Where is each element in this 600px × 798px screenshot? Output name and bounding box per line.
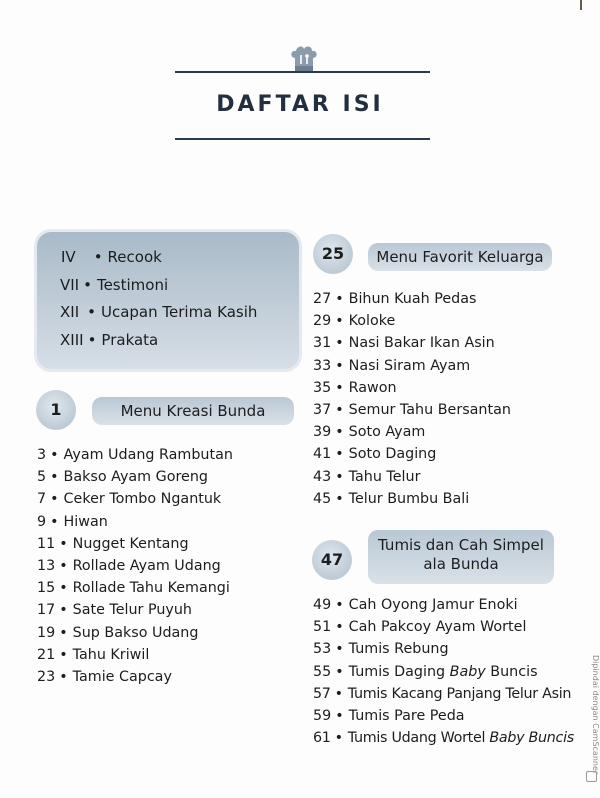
bullet: • — [335, 424, 344, 441]
toc-label: Nasi Bakar Ikan Asin — [348, 335, 495, 352]
toc-page: 39 — [313, 424, 332, 441]
bullet: • — [335, 291, 344, 307]
bullet: • — [59, 668, 68, 685]
toc-label: Telur Bumbu Bali — [348, 490, 470, 507]
bullet: • — [335, 468, 344, 485]
bullet: • — [59, 580, 68, 597]
toc-label: Tahu Telur — [348, 468, 421, 485]
toc-page: 35 — [313, 379, 332, 396]
toc-page: 41 — [313, 446, 332, 463]
toc-item[interactable] — [37, 600, 233, 622]
toc-item[interactable] — [37, 467, 233, 489]
bullet: • — [50, 513, 59, 530]
toc-page: 11 — [37, 535, 56, 552]
intro-item-number: IV — [61, 248, 76, 266]
toc-item[interactable] — [313, 617, 574, 639]
bullet: • — [335, 401, 344, 418]
toc-page: 45 — [313, 490, 332, 507]
toc-page: 59 — [313, 707, 332, 724]
toc-page: 5 — [37, 469, 47, 486]
bullet: • — [50, 447, 59, 463]
toc-item[interactable] — [313, 311, 511, 333]
toc-item[interactable] — [313, 728, 574, 750]
bullet: • — [335, 663, 344, 680]
toc-label: Bakso Ayam Goreng — [63, 469, 208, 486]
section-title-line: Tumis dan Cah Simpel — [378, 536, 544, 554]
bullet: • — [59, 557, 68, 574]
toc-label-italic: Baby Buncis — [489, 730, 574, 747]
toc-item[interactable] — [313, 289, 511, 311]
toc-item[interactable] — [313, 639, 574, 661]
intro-item[interactable] — [60, 329, 257, 357]
toc-label: Ayam Udang Rambutan — [63, 447, 233, 463]
bullet: • — [93, 248, 103, 266]
intro-item-label: Ucapan Terima Kasih — [100, 303, 258, 321]
toc-item[interactable] — [37, 445, 233, 467]
toc-page: 3 — [37, 447, 47, 463]
section-item-list — [313, 595, 574, 750]
toc-page: 9 — [37, 513, 47, 530]
bullet: • — [87, 303, 96, 321]
toc-label: Koloke — [348, 313, 396, 330]
toc-label: Ceker Tombo Ngantuk — [63, 491, 222, 508]
camscanner-icon — [586, 771, 597, 782]
toc-label: Tumis Daging — [348, 663, 450, 680]
toc-label: Tumis Kacang Panjang Telur Asin — [347, 685, 572, 702]
bullet: • — [335, 707, 344, 724]
intro-item-number: XII — [60, 303, 80, 321]
toc-label: Nasi Siram Ayam — [348, 357, 471, 374]
toc-item[interactable] — [37, 667, 233, 689]
toc-page: 27 — [313, 291, 332, 307]
intro-item-label: Testimoni — [96, 275, 169, 294]
toc-page: 51 — [313, 619, 332, 636]
toc-item[interactable] — [313, 444, 511, 466]
toc-label: Tumis Pare Peda — [348, 707, 465, 724]
toc-label: Cah Oyong Jamur Enoki — [348, 597, 518, 613]
intro-item[interactable] — [60, 246, 257, 274]
intro-item-number: VII — [60, 275, 80, 294]
toc-item[interactable] — [37, 489, 233, 511]
section-item-list — [37, 445, 233, 689]
toc-page: 7 — [37, 491, 47, 508]
toc-page: 31 — [313, 335, 332, 352]
toc-page: 53 — [313, 641, 332, 658]
toc-item[interactable] — [37, 512, 233, 534]
toc-item[interactable] — [313, 595, 574, 617]
bullet: • — [83, 275, 92, 294]
toc-page: 61 — [313, 730, 331, 747]
bullet: • — [59, 646, 68, 663]
toc-label: Sup Bakso Udang — [72, 624, 199, 641]
watermark-text: Dipindai dengan CamScanner — [591, 655, 600, 775]
section-title-pill: Menu Favorit Keluarga — [368, 243, 552, 271]
toc-label: Semur Tahu Bersantan — [348, 401, 511, 418]
intro-item-label: Recook — [107, 248, 162, 266]
bullet: • — [59, 535, 68, 552]
toc-page: 33 — [313, 357, 332, 374]
bullet: • — [50, 491, 59, 508]
section-title-line: ala Bunda — [423, 555, 499, 573]
section-page-badge: 25 — [313, 234, 353, 274]
section-item-list — [313, 289, 511, 511]
section-title-pill: Menu Kreasi Bunda — [92, 397, 294, 425]
bullet: • — [335, 597, 344, 613]
toc-item[interactable] — [313, 378, 511, 400]
toc-item[interactable] — [313, 467, 511, 489]
page-edge-mark — [580, 0, 582, 10]
toc-page: 43 — [313, 468, 332, 485]
toc-label: Rollade Ayam Udang — [72, 557, 221, 574]
title-bottom-rule — [175, 138, 430, 140]
toc-item[interactable] — [313, 662, 574, 684]
toc-label: Tamie Capcay — [72, 668, 172, 685]
bullet: • — [50, 469, 59, 486]
toc-item[interactable] — [313, 400, 511, 422]
bullet: • — [335, 357, 344, 374]
bullet: • — [335, 619, 344, 636]
section-title-pill — [368, 530, 554, 584]
page-title: DAFTAR ISI — [216, 92, 384, 117]
intro-item-number: XIII — [60, 330, 84, 349]
toc-label-rest: Buncis — [485, 663, 538, 680]
intro-item[interactable] — [60, 301, 257, 329]
toc-label: Rollade Tahu Kemangi — [72, 580, 230, 597]
toc-page: 17 — [37, 602, 56, 619]
title-top-rule — [175, 71, 430, 73]
bullet: • — [335, 446, 344, 463]
bullet: • — [334, 685, 343, 702]
toc-label: Tumis Udang Wortel — [347, 730, 490, 747]
toc-label-italic: Baby — [449, 663, 486, 680]
toc-page: 49 — [313, 597, 332, 613]
toc-page: 29 — [313, 313, 332, 330]
toc-item[interactable] — [313, 706, 574, 728]
bullet: • — [335, 641, 344, 658]
toc-label: Hiwan — [63, 513, 108, 530]
toc-label: Tumis Rebung — [348, 641, 449, 658]
toc-item[interactable] — [313, 684, 574, 706]
toc-page: 19 — [37, 624, 56, 641]
toc-page: 55 — [313, 663, 332, 680]
toc-item[interactable] — [37, 556, 233, 578]
bullet: • — [335, 490, 344, 507]
toc-item[interactable] — [313, 356, 511, 378]
bullet: • — [335, 313, 344, 330]
section-page-badge: 1 — [36, 390, 76, 430]
toc-label: Sate Telur Puyuh — [72, 602, 192, 619]
toc-label: Soto Daging — [348, 446, 437, 463]
intro-list — [60, 246, 257, 356]
toc-label: Bihun Kuah Pedas — [348, 291, 477, 307]
chef-hat-icon — [289, 46, 319, 72]
toc-page: 21 — [37, 646, 56, 663]
toc-label: Nugget Kentang — [72, 535, 189, 552]
toc-item[interactable] — [37, 645, 233, 667]
section-page-badge: 47 — [312, 540, 352, 580]
toc-label: Cah Pakcoy Ayam Wortel — [348, 619, 527, 636]
scanner-watermark — [584, 655, 600, 785]
toc-item[interactable] — [37, 578, 233, 600]
toc-page: 13 — [37, 557, 56, 574]
toc-item[interactable] — [37, 534, 233, 556]
toc-item[interactable] — [313, 489, 511, 511]
bullet: • — [335, 379, 344, 396]
toc-page: 37 — [313, 401, 332, 418]
toc-page: 23 — [37, 668, 56, 685]
bullet: • — [87, 330, 97, 349]
bullet: • — [59, 624, 68, 641]
toc-label: Soto Ayam — [348, 424, 426, 441]
toc-item[interactable] — [37, 623, 233, 645]
bullet: • — [334, 730, 343, 747]
toc-label: Tahu Kriwil — [72, 646, 150, 663]
toc-item[interactable] — [313, 333, 511, 355]
intro-item-label: Prakata — [101, 330, 159, 349]
toc-page: 15 — [37, 580, 56, 597]
bullet: • — [335, 335, 344, 352]
toc-page: 57 — [313, 685, 331, 702]
intro-item[interactable] — [60, 274, 257, 302]
bullet: • — [59, 602, 68, 619]
toc-label: Rawon — [348, 379, 397, 396]
toc-item[interactable] — [313, 422, 511, 444]
